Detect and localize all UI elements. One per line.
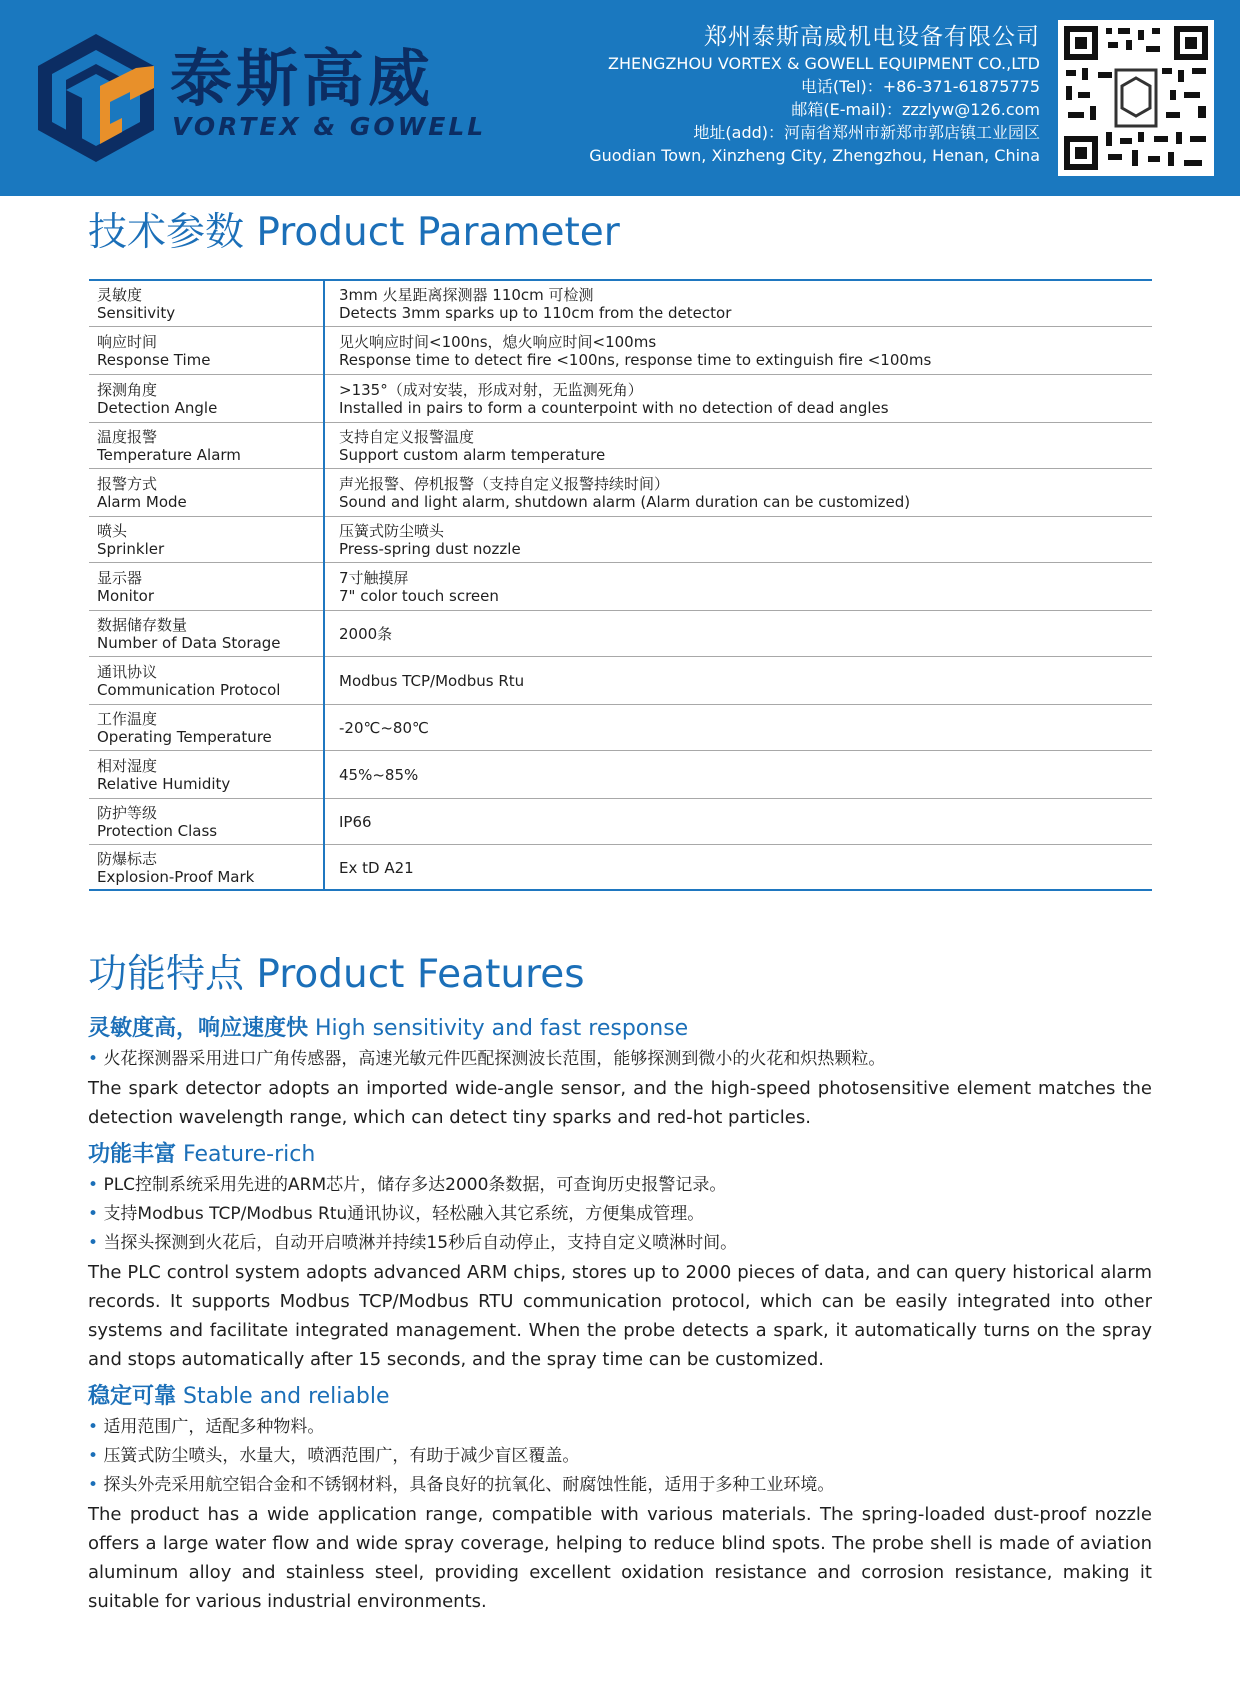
feature-heading-cn: 灵敏度高，响应速度快 <box>88 1016 309 1041</box>
feature-section <box>88 1381 1152 1616</box>
parameter-value-en: 7" color touch screen <box>339 587 499 605</box>
parameter-row <box>89 468 1152 516</box>
feature-bullet <box>88 1171 1152 1200</box>
feature-bullet <box>88 1471 1152 1500</box>
feature-section <box>88 1139 1152 1374</box>
parameter-label-en: Response Time <box>97 351 211 369</box>
brand-name-cn: 泰斯高威 <box>170 42 435 115</box>
feature-bullet-text: PLC控制系统采用先进的ARM芯片，储存多达2000条数据，可查询历史报警记录。 <box>103 1175 727 1195</box>
parameter-value-cell <box>324 326 1152 374</box>
header-banner <box>0 0 1240 196</box>
parameter-label-en: Operating Temperature <box>97 728 272 746</box>
parameter-value-cell <box>324 844 1152 890</box>
parameter-value-cell <box>324 750 1152 798</box>
parameter-label-cn: 相对湿度 <box>97 757 158 775</box>
parameter-label-cell <box>89 844 324 890</box>
feature-heading-cn: 功能丰富 <box>88 1142 177 1167</box>
feature-bullet <box>88 1200 1152 1229</box>
parameter-label-cell <box>89 468 324 516</box>
bullet-dot-icon: • <box>88 1417 104 1437</box>
parameter-label-en: Sensitivity <box>97 304 176 323</box>
parameter-value-cell <box>324 562 1152 610</box>
parameter-value-en: Press-spring dust nozzle <box>339 540 521 558</box>
feature-bullet-text: 支持Modbus TCP/Modbus Rtu通讯协议，轻松融入其它系统，方便集成管理。 <box>103 1204 705 1224</box>
feature-bullet <box>88 1413 1152 1442</box>
bullet-dot-icon: • <box>88 1049 104 1069</box>
parameter-value-cn: -20℃~80℃ <box>339 719 429 737</box>
parameter-label-cell <box>89 750 324 798</box>
parameter-value-cn: 压簧式防尘喷头 <box>339 522 445 540</box>
parameter-row <box>89 374 1152 422</box>
parameter-label-cell <box>89 656 324 704</box>
parameter-label-cn: 喷头 <box>97 522 128 540</box>
feature-bullet <box>88 1229 1152 1258</box>
parameter-label-en: Number of Data Storage <box>97 634 281 652</box>
company-name-cn: 郑州泰斯高威机电设备有限公司 <box>704 24 1040 50</box>
features-section-title: 功能特点 Product Features <box>88 952 585 997</box>
parameter-value-en: Detects 3mm sparks up to 110cm from the detector <box>339 304 732 323</box>
company-address-en: Guodian Town, Xinzheng City, Zhengzhou, Henan, China <box>589 146 1040 165</box>
parameter-value-cell <box>324 656 1152 704</box>
feature-heading-en: Feature-rich <box>183 1142 316 1167</box>
parameter-label-en: Explosion-Proof Mark <box>97 867 255 886</box>
qr-code-icon <box>1058 20 1214 176</box>
parameter-label-cell <box>89 422 324 468</box>
parameter-row <box>89 562 1152 610</box>
parameter-section-title: 技术参数 Product Parameter <box>88 210 620 255</box>
parameter-row <box>89 750 1152 798</box>
feature-paragraph: The PLC control system adopts advanced ARM chips, stores up to 2000 pieces of data, and can query historical alarm records. It supports Modbus TCP/Modbus RTU communication protocol, which can be easily integrated into other systems and facilitate integrated management. When the probe detects a spark, it automatically turns on the spray and stops automatically after 15 seconds, and the spray time can be customized. <box>88 1262 1152 1370</box>
features-list <box>88 1013 1152 1623</box>
feature-bullet <box>88 1442 1152 1471</box>
parameter-label-cell <box>89 704 324 750</box>
parameter-label-en: Protection Class <box>97 822 218 840</box>
parameter-row <box>89 610 1152 656</box>
feature-bullet-text: 探头外壳采用航空铝合金和不锈钢材料，具备良好的抗氧化、耐腐蚀性能，适用于多种工业环境。 <box>103 1475 835 1495</box>
parameter-value-cn: 支持自定义报警温度 <box>339 428 475 446</box>
parameter-label-cn: 探测角度 <box>97 381 158 399</box>
parameter-row <box>89 422 1152 468</box>
parameter-value-cn: 见火响应时间<100ns，熄火响应时间<100ms <box>339 333 657 351</box>
parameter-value-cell <box>324 610 1152 656</box>
parameter-row <box>89 704 1152 750</box>
bullet-dot-icon: • <box>88 1233 104 1253</box>
feature-section <box>88 1013 1152 1132</box>
parameter-label-en: Monitor <box>97 587 155 605</box>
parameter-value-cell <box>324 516 1152 562</box>
parameter-label-cn: 报警方式 <box>97 475 158 493</box>
parameter-label-cn: 显示器 <box>97 569 143 587</box>
parameter-value-en: Installed in pairs to form a counterpoint with no detection of dead angles <box>339 399 889 417</box>
parameter-row <box>89 656 1152 704</box>
parameter-value-en: Sound and light alarm, shutdown alarm (Alarm duration can be customized) <box>339 493 911 511</box>
parameter-value-cell <box>324 468 1152 516</box>
parameter-value-en: Support custom alarm temperature <box>339 446 606 464</box>
parameter-label-en: Relative Humidity <box>97 775 231 793</box>
parameter-label-en: Temperature Alarm <box>97 446 241 464</box>
parameter-value-cell <box>324 280 1152 326</box>
parameter-value-cn: 声光报警、停机报警（支持自定义报警持续时间） <box>339 475 670 493</box>
parameter-label-en: Alarm Mode <box>97 493 187 511</box>
feature-heading-en: High sensitivity and fast response <box>315 1016 689 1041</box>
parameter-label-cn: 温度报警 <box>97 428 158 446</box>
bullet-dot-icon: • <box>88 1175 104 1195</box>
parameter-label-cn: 响应时间 <box>97 333 158 351</box>
parameter-value-cn: Modbus TCP/Modbus Rtu <box>339 672 525 690</box>
parameter-row <box>89 844 1152 890</box>
parameter-label-cell <box>89 610 324 656</box>
feature-heading <box>88 1139 1152 1171</box>
parameter-label-cn: 防护等级 <box>97 804 158 822</box>
parameter-row <box>89 798 1152 844</box>
parameter-label-en: Communication Protocol <box>97 681 281 699</box>
parameter-value-cn: 7寸触摸屏 <box>339 569 409 587</box>
parameter-label-en: Detection Angle <box>97 399 218 417</box>
bullet-dot-icon: • <box>88 1446 104 1466</box>
parameter-label-en: Sprinkler <box>97 540 165 558</box>
parameter-value-cn: 2000条 <box>339 625 393 643</box>
feature-bullet <box>88 1045 1152 1074</box>
feature-bullet-text: 当探头探测到火花后，自动开启喷淋并持续15秒后自动停止，支持自定义喷淋时间。 <box>103 1233 738 1253</box>
feature-heading-cn: 稳定可靠 <box>88 1384 177 1409</box>
parameter-label-cell <box>89 280 324 326</box>
feature-heading <box>88 1381 1152 1413</box>
company-name-en: ZHENGZHOU VORTEX & GOWELL EQUIPMENT CO.,LTD <box>607 54 1040 73</box>
parameter-value-cn: 3mm 火星距离探测器 110cm 可检测 <box>339 286 594 305</box>
parameter-label-cell <box>89 516 324 562</box>
parameter-row <box>89 326 1152 374</box>
parameter-value-cell <box>324 374 1152 422</box>
parameter-value-cell <box>324 704 1152 750</box>
parameter-label-cell <box>89 374 324 422</box>
parameter-label-cell <box>89 798 324 844</box>
parameter-row <box>89 516 1152 562</box>
parameter-value-cell <box>324 798 1152 844</box>
parameter-label-cn: 防爆标志 <box>97 849 158 868</box>
parameter-label-cell <box>89 562 324 610</box>
company-email: 邮箱(E-mail)：zzzlyw@126.com <box>791 100 1040 119</box>
parameter-value-cn: IP66 <box>339 813 372 831</box>
parameter-table <box>89 279 1152 891</box>
parameter-value-en: Response time to detect fire <100ns, response time to extinguish fire <100ms <box>339 351 932 369</box>
parameter-label-cn: 数据储存数量 <box>97 616 188 634</box>
parameter-label-cn: 灵敏度 <box>97 286 143 305</box>
parameter-value-cn: 45%~85% <box>339 766 419 784</box>
company-info <box>589 22 1040 167</box>
feature-heading <box>88 1013 1152 1045</box>
parameter-value-cell <box>324 422 1152 468</box>
feature-paragraph: The product has a wide application range, compatible with various materials. The spring-loaded dust-proof nozzle offers a large water flow and wide spray coverage, helping to reduce blind spots. The probe shell is made of aviation aluminum alloy and stainless steel, providing excellent oxidation resistance and corrosion resistance, making it suitable for various industrial environments. <box>88 1504 1152 1612</box>
parameter-value-cn: >135°（成对安装，形成对射，无监测死角） <box>339 381 643 399</box>
feature-bullet-text: 火花探测器采用进口广角传感器，高速光敏元件匹配探测波长范围，能够探测到微小的火花和炽热颗粒。 <box>103 1049 886 1069</box>
feature-bullet-text: 适用范围广，适配多种物料。 <box>103 1417 325 1437</box>
feature-heading-en: Stable and reliable <box>183 1384 390 1409</box>
parameter-label-cn: 工作温度 <box>97 710 158 728</box>
parameter-label-cell <box>89 326 324 374</box>
company-tel: 电话(Tel)：+86-371-61875775 <box>800 77 1040 96</box>
company-logo-icon <box>26 28 166 168</box>
parameter-label-cn: 通讯协议 <box>97 663 158 681</box>
parameter-value-cn: Ex tD A21 <box>339 858 414 877</box>
bullet-dot-icon: • <box>88 1204 104 1224</box>
feature-paragraph: The spark detector adopts an imported wide-angle sensor, and the high-speed photosensitive element matches the detection wavelength range, which can detect tiny sparks and red-hot particles. <box>88 1078 1152 1128</box>
bullet-dot-icon: • <box>88 1475 104 1495</box>
brand-name-en: VORTEX & GOWELL <box>172 112 487 141</box>
feature-bullet-text: 压簧式防尘喷头，水量大，喷洒范围广，有助于减少盲区覆盖。 <box>103 1446 580 1466</box>
company-address-cn: 地址(add)：河南省郑州市新郑市郭店镇工业园区 <box>693 123 1040 142</box>
parameter-row <box>89 280 1152 326</box>
